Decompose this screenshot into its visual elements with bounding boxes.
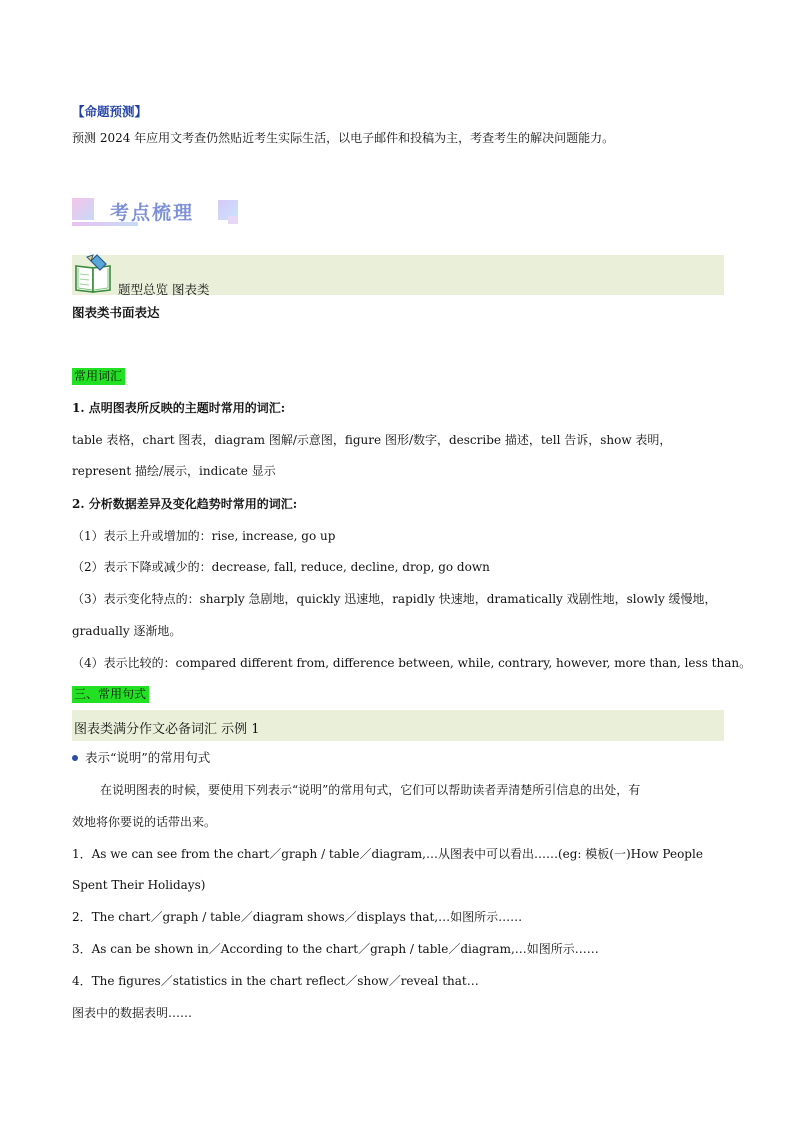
vocab-tag [72,368,125,384]
sentences-tag [72,686,149,702]
vocab-item1-line1: table 表格，chart 图表，diagram 图解/示意图，figure 图形/数字，describe 描述，tell 告诉，show 表明， [72,433,672,447]
banner-title: 考点梳理 [110,202,195,224]
intro-line1: 在说明图表的时候，要使用下列表示“说明”的常用句式，它们可以帮助读者弄清楚所引信息的出处，有 [100,783,641,797]
bullet-text: 表示“说明”的常用句式 [85,750,211,765]
banner-decor-square [72,198,94,220]
sentence-4-translation: 图表中的数据表明…… [72,1006,193,1020]
book-pencil-icon [72,252,116,294]
intro-line2: 效地将你要说的话带出来。 [72,815,217,829]
bullet-icon [72,755,78,761]
sentence-4: 4．The figures／statistics in the chart reflect／show／reveal that… [72,974,479,988]
vocab-sub2: （2）表示下降或减少的：decrease, fall, reduce, decline, drop, go down [72,560,490,574]
banner-decor-square [228,216,238,224]
vocab-item2-title: 2. 分析数据差异及变化趋势时常用的词汇: [72,497,298,511]
sentence-3: 3．As can be shown in／According to the chart／graph / table／diagram,…如图所示…… [72,942,599,956]
bullet-item [72,750,210,766]
sentence-1-line2: Spent Their Holidays) [72,878,206,892]
vocab-sub1: （1）表示上升或增加的：rise, increase, go up [72,529,336,543]
prediction-heading: 【命题预测】 [72,104,148,119]
vocab-sub4: （4）表示比较的：compared different from, difference between, while, contrary, however, more than, less than。 [72,656,752,670]
sentence-2: 2．The chart／graph / table／diagram shows／displays that,…如图所示…… [72,910,523,924]
vocab-item1-title: 1. 点明图表所反映的主题时常用的词汇: [72,401,286,415]
sentences-tag-label: 三、常用句式 [72,686,149,703]
sentence-1-line1: 1．As we can see from the chart／graph / table／diagram,…从图表中可以看出……(eg: 模板(一)How People [72,847,703,861]
section-title: 图表类书面表达 [72,305,160,320]
overview-label: 题型总览 图表类 [118,282,210,297]
vocab-sub3-line1: （3）表示变化特点的：sharply 急剧地，quickly 迅速地，rapidly 快速地，dramatically 戏剧性地，slowly 缓慢地， [72,592,717,606]
vocab-sub3-line2: gradually 逐渐地。 [72,624,182,638]
vocab-item1-line2: represent 描绘/展示，indicate 显示 [72,464,276,478]
prediction-text: 预测 2024 年应用文考查仍然贴近考生实际生活，以电子邮件和投稿为主，考查考生的解决问题能力。 [72,131,615,145]
vocab-tag-label: 常用词汇 [72,368,125,385]
section-banner [72,198,242,228]
example-bar-label: 图表类满分作文必备词汇 示例 1 [74,722,260,737]
